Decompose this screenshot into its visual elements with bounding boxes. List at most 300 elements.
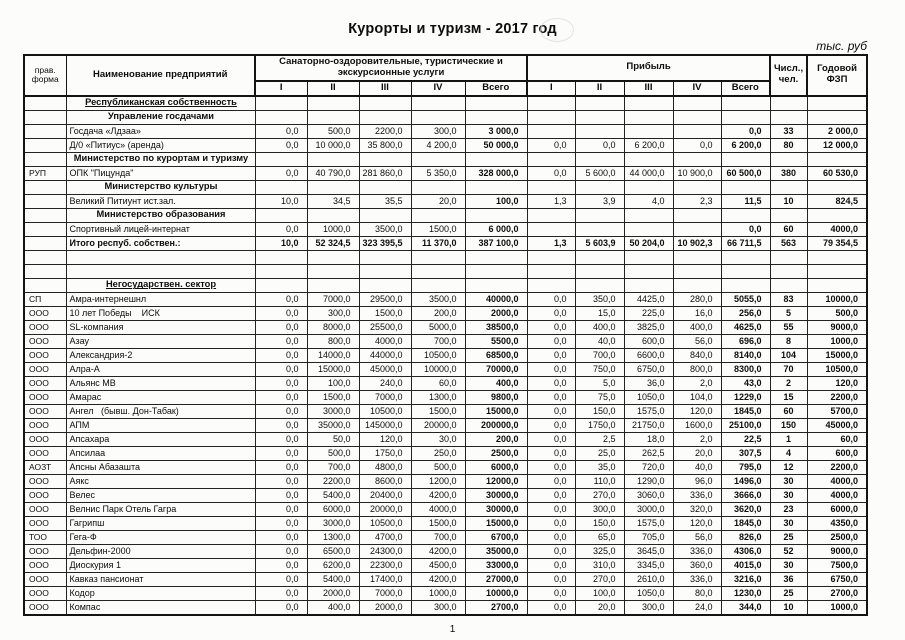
value-cell: 10500,0 — [359, 516, 411, 530]
legal-form-cell — [24, 250, 66, 264]
value-cell: 0,0 — [527, 488, 575, 502]
value-cell: 4700,0 — [359, 530, 411, 544]
col-header-headcount: Числ., чел. — [770, 55, 807, 96]
value-cell — [624, 250, 673, 264]
value-cell: 1 — [770, 432, 807, 446]
value-cell — [721, 152, 770, 166]
value-cell: 0,0 — [255, 474, 307, 488]
value-cell: 262,5 — [624, 446, 673, 460]
value-cell — [624, 124, 673, 138]
enterprise-name-cell: 10 лет Победы ИСК — [66, 306, 255, 320]
enterprise-name-cell — [66, 250, 255, 264]
value-cell — [255, 110, 307, 124]
enterprise-name-cell: АПМ — [66, 418, 255, 432]
enterprise-name-cell: Амра-интернешнл — [66, 292, 255, 306]
value-cell: 0,0 — [673, 138, 721, 152]
value-cell: 5500,0 — [465, 334, 527, 348]
value-cell: 300,0 — [307, 306, 359, 320]
value-cell: 4200,0 — [411, 488, 465, 502]
value-cell: 70 — [770, 362, 807, 376]
value-cell — [807, 250, 867, 264]
value-cell: 6750,0 — [624, 362, 673, 376]
value-cell — [575, 180, 624, 194]
value-cell — [465, 96, 527, 111]
value-cell: 2200,0 — [807, 460, 867, 474]
value-cell: 0,0 — [255, 292, 307, 306]
legal-form-cell: ООО — [24, 334, 66, 348]
legal-form-cell — [24, 152, 66, 166]
value-cell: 0,0 — [255, 222, 307, 236]
enterprise-name-cell: Апсахара — [66, 432, 255, 446]
value-cell: 34,5 — [307, 194, 359, 208]
value-cell: 0,0 — [527, 292, 575, 306]
value-cell: 310,0 — [575, 558, 624, 572]
value-cell: 4000,0 — [807, 474, 867, 488]
value-cell — [255, 152, 307, 166]
value-cell — [673, 152, 721, 166]
value-cell: 0,0 — [527, 404, 575, 418]
value-cell: 0,0 — [527, 502, 575, 516]
value-cell: 0,0 — [527, 320, 575, 334]
value-cell: 300,0 — [411, 600, 465, 615]
value-cell: 0,0 — [527, 166, 575, 180]
group-header-profit: Прибыль — [527, 55, 770, 81]
value-cell — [721, 278, 770, 292]
value-cell: 10,0 — [255, 236, 307, 250]
value-cell — [527, 250, 575, 264]
value-cell: 350,0 — [575, 292, 624, 306]
value-cell: 24300,0 — [359, 544, 411, 558]
value-cell — [527, 180, 575, 194]
value-cell: 4625,0 — [721, 320, 770, 334]
value-cell: 10 — [770, 194, 807, 208]
table-row — [24, 166, 867, 180]
value-cell — [807, 208, 867, 222]
value-cell: 15000,0 — [465, 404, 527, 418]
value-cell: 0,0 — [721, 222, 770, 236]
value-cell: 0,0 — [255, 572, 307, 586]
legal-form-cell: ООО — [24, 488, 66, 502]
value-cell: 4500,0 — [411, 558, 465, 572]
value-cell: 700,0 — [307, 460, 359, 474]
value-cell: 0,0 — [527, 334, 575, 348]
table-row — [24, 502, 867, 516]
value-cell: 5400,0 — [307, 572, 359, 586]
value-cell: 6600,0 — [624, 348, 673, 362]
enterprise-name-cell: Кодор — [66, 586, 255, 600]
value-cell: 150 — [770, 418, 807, 432]
value-cell: 1300,0 — [411, 390, 465, 404]
enterprise-name-cell: Дельфин-2000 — [66, 544, 255, 558]
table-row — [24, 376, 867, 390]
value-cell: 2000,0 — [465, 306, 527, 320]
value-cell — [527, 208, 575, 222]
table-row — [24, 124, 867, 138]
legal-form-cell: ООО — [24, 320, 66, 334]
enterprise-name-cell: Апсны Абазашта — [66, 460, 255, 474]
enterprise-name-cell: Госдача «Лдзаа» — [66, 124, 255, 138]
value-cell: 68500,0 — [465, 348, 527, 362]
value-cell: 840,0 — [673, 348, 721, 362]
value-cell: 6000,0 — [465, 460, 527, 474]
value-cell — [575, 110, 624, 124]
value-cell: 696,0 — [721, 334, 770, 348]
value-cell: 80,0 — [673, 586, 721, 600]
value-cell: 5000,0 — [411, 320, 465, 334]
enterprise-name-cell: Министерство по курортам и туризму — [66, 152, 255, 166]
value-cell: 10500,0 — [359, 404, 411, 418]
period-col-header: III — [359, 81, 411, 96]
value-cell: 0,0 — [527, 460, 575, 474]
value-cell — [527, 278, 575, 292]
value-cell — [770, 152, 807, 166]
value-cell: 400,0 — [673, 320, 721, 334]
table-row — [24, 488, 867, 502]
legal-form-cell: ООО — [24, 516, 66, 530]
value-cell: 0,0 — [255, 348, 307, 362]
col-header-enterprise: Наименование предприятий — [66, 55, 255, 96]
value-cell: 0,0 — [255, 362, 307, 376]
value-cell: 22,5 — [721, 432, 770, 446]
value-cell — [575, 222, 624, 236]
legal-form-cell: ООО — [24, 404, 66, 418]
enterprise-name-cell: Кавказ пансионат — [66, 572, 255, 586]
value-cell: 4000,0 — [411, 502, 465, 516]
value-cell: 1000,0 — [807, 334, 867, 348]
value-cell — [255, 180, 307, 194]
value-cell — [770, 110, 807, 124]
value-cell: 7500,0 — [807, 558, 867, 572]
value-cell — [465, 264, 527, 278]
value-cell: 2500,0 — [807, 530, 867, 544]
value-cell: 4000,0 — [807, 222, 867, 236]
value-cell — [465, 152, 527, 166]
value-cell: 2,5 — [575, 432, 624, 446]
enterprise-name-cell: Азау — [66, 334, 255, 348]
value-cell — [575, 250, 624, 264]
value-cell: 60 — [770, 222, 807, 236]
value-cell — [807, 110, 867, 124]
value-cell: 75,0 — [575, 390, 624, 404]
value-cell — [307, 278, 359, 292]
value-cell: 35,0 — [575, 460, 624, 474]
value-cell: 15000,0 — [465, 516, 527, 530]
value-cell: 750,0 — [575, 362, 624, 376]
value-cell: 4000,0 — [359, 334, 411, 348]
value-cell: 43,0 — [721, 376, 770, 390]
value-cell — [411, 278, 465, 292]
value-cell — [807, 278, 867, 292]
value-cell: 33000,0 — [465, 558, 527, 572]
value-cell: 104,0 — [673, 390, 721, 404]
value-cell: 563 — [770, 236, 807, 250]
value-cell: 240,0 — [359, 376, 411, 390]
value-cell: 0,0 — [527, 530, 575, 544]
legal-form-cell — [24, 208, 66, 222]
legal-form-cell: ООО — [24, 544, 66, 558]
value-cell: 5,0 — [575, 376, 624, 390]
table-row — [24, 446, 867, 460]
legal-form-cell: ООО — [24, 502, 66, 516]
value-cell: 0,0 — [255, 138, 307, 152]
value-cell — [359, 208, 411, 222]
value-cell: 35 800,0 — [359, 138, 411, 152]
value-cell: 45000,0 — [807, 418, 867, 432]
value-cell: 400,0 — [575, 320, 624, 334]
value-cell: 9000,0 — [807, 544, 867, 558]
value-cell — [255, 250, 307, 264]
enterprise-name-cell: Итого респуб. собствен.: — [66, 236, 255, 250]
value-cell: 3000,0 — [624, 502, 673, 516]
value-cell — [465, 180, 527, 194]
value-cell: 336,0 — [673, 544, 721, 558]
value-cell — [411, 250, 465, 264]
resorts-tourism-table — [23, 54, 868, 616]
value-cell: 2700,0 — [807, 586, 867, 600]
value-cell: 5 603,9 — [575, 236, 624, 250]
legal-form-cell: АОЗТ — [24, 460, 66, 474]
value-cell: 40000,0 — [465, 292, 527, 306]
value-cell: 150,0 — [575, 404, 624, 418]
value-cell — [255, 96, 307, 111]
value-cell: 40,0 — [575, 334, 624, 348]
value-cell: 700,0 — [411, 530, 465, 544]
value-cell — [527, 222, 575, 236]
value-cell — [307, 264, 359, 278]
value-cell: 3825,0 — [624, 320, 673, 334]
value-cell: 4306,0 — [721, 544, 770, 558]
value-cell: 5 — [770, 306, 807, 320]
value-cell — [770, 278, 807, 292]
table-row — [24, 474, 867, 488]
value-cell — [673, 96, 721, 111]
period-col-header: IV — [411, 81, 465, 96]
value-cell: 2500,0 — [465, 446, 527, 460]
value-cell: 7000,0 — [359, 390, 411, 404]
value-cell: 0,0 — [255, 502, 307, 516]
value-cell: 0,0 — [527, 376, 575, 390]
value-cell: 200,0 — [411, 306, 465, 320]
value-cell: 6500,0 — [307, 544, 359, 558]
table-row — [24, 558, 867, 572]
value-cell: 344,0 — [721, 600, 770, 615]
value-cell — [770, 180, 807, 194]
value-cell: 3620,0 — [721, 502, 770, 516]
value-cell — [575, 278, 624, 292]
value-cell: 8600,0 — [359, 474, 411, 488]
value-cell: 800,0 — [307, 334, 359, 348]
value-cell — [770, 96, 807, 111]
value-cell: 38500,0 — [465, 320, 527, 334]
value-cell: 0,0 — [527, 572, 575, 586]
period-col-header: Всего — [465, 81, 527, 96]
value-cell: 826,0 — [721, 530, 770, 544]
value-cell: 44000,0 — [359, 348, 411, 362]
value-cell: 56,0 — [673, 334, 721, 348]
value-cell: 1845,0 — [721, 404, 770, 418]
value-cell: 4350,0 — [807, 516, 867, 530]
enterprise-name-cell: Министерство образования — [66, 208, 255, 222]
value-cell: 0,0 — [255, 432, 307, 446]
value-cell: 0,0 — [255, 306, 307, 320]
value-cell: 30 — [770, 474, 807, 488]
enterprise-name-cell: Альянс МВ — [66, 376, 255, 390]
value-cell: 8000,0 — [307, 320, 359, 334]
value-cell: 0,0 — [255, 530, 307, 544]
value-cell: 500,0 — [307, 446, 359, 460]
value-cell: 12 000,0 — [807, 138, 867, 152]
value-cell: 3216,0 — [721, 572, 770, 586]
value-cell: 250,0 — [411, 446, 465, 460]
table-row — [24, 404, 867, 418]
value-cell: 6700,0 — [465, 530, 527, 544]
value-cell: 1290,0 — [624, 474, 673, 488]
value-cell: 0,0 — [527, 586, 575, 600]
value-cell: 3000,0 — [307, 404, 359, 418]
value-cell — [807, 152, 867, 166]
value-cell: 0,0 — [527, 390, 575, 404]
value-cell: 79 354,5 — [807, 236, 867, 250]
value-cell: 23 — [770, 502, 807, 516]
value-cell: 40,0 — [673, 460, 721, 474]
value-cell: 328 000,0 — [465, 166, 527, 180]
legal-form-cell — [24, 236, 66, 250]
value-cell — [624, 264, 673, 278]
value-cell: 200,0 — [465, 432, 527, 446]
table-row — [24, 586, 867, 600]
value-cell — [527, 124, 575, 138]
value-cell: 600,0 — [624, 334, 673, 348]
value-cell: 30000,0 — [465, 502, 527, 516]
units-note: тыс. руб — [816, 39, 867, 53]
section-row — [24, 110, 867, 124]
value-cell — [465, 278, 527, 292]
enterprise-name-cell: Д/0 «Питиус» (аренда) — [66, 138, 255, 152]
value-cell: 270,0 — [575, 488, 624, 502]
value-cell — [307, 152, 359, 166]
enterprise-name-cell: Аякс — [66, 474, 255, 488]
value-cell: 0,0 — [255, 586, 307, 600]
value-cell — [721, 110, 770, 124]
value-cell: 1000,0 — [807, 600, 867, 615]
value-cell: 2200,0 — [359, 124, 411, 138]
value-cell — [359, 96, 411, 111]
value-cell: 83 — [770, 292, 807, 306]
table-row — [24, 390, 867, 404]
legal-form-cell: ТОО — [24, 530, 66, 544]
value-cell — [624, 180, 673, 194]
value-cell: 52 324,5 — [307, 236, 359, 250]
table-row — [24, 600, 867, 615]
value-cell: 8140,0 — [721, 348, 770, 362]
col-header-legal-form: прав. форма — [24, 55, 66, 96]
value-cell — [624, 278, 673, 292]
value-cell: 1050,0 — [624, 390, 673, 404]
value-cell: 10 902,3 — [673, 236, 721, 250]
value-cell — [307, 180, 359, 194]
value-cell: 300,0 — [624, 600, 673, 615]
value-cell: 4 200,0 — [411, 138, 465, 152]
legal-form-cell: ООО — [24, 572, 66, 586]
legal-form-cell: РУП — [24, 166, 66, 180]
value-cell — [575, 264, 624, 278]
value-cell: 30 — [770, 516, 807, 530]
value-cell: 20000,0 — [359, 502, 411, 516]
value-cell: 1500,0 — [411, 516, 465, 530]
value-cell: 44 000,0 — [624, 166, 673, 180]
value-cell: 5 350,0 — [411, 166, 465, 180]
value-cell: 30,0 — [411, 432, 465, 446]
value-cell: 25500,0 — [359, 320, 411, 334]
value-cell: 6 200,0 — [721, 138, 770, 152]
value-cell: 0,0 — [255, 320, 307, 334]
value-cell — [807, 96, 867, 111]
value-cell: 336,0 — [673, 572, 721, 586]
value-cell: 50 204,0 — [624, 236, 673, 250]
value-cell: 0,0 — [255, 334, 307, 348]
legal-form-cell — [24, 222, 66, 236]
value-cell — [673, 264, 721, 278]
value-cell — [721, 264, 770, 278]
legal-form-cell: ООО — [24, 348, 66, 362]
value-cell: 21750,0 — [624, 418, 673, 432]
value-cell: 60,0 — [411, 376, 465, 390]
value-cell — [673, 250, 721, 264]
period-col-header: II — [575, 81, 624, 96]
value-cell: 280,0 — [673, 292, 721, 306]
value-cell: 1050,0 — [624, 586, 673, 600]
value-cell: 300,0 — [411, 124, 465, 138]
value-cell: 500,0 — [307, 124, 359, 138]
table-row — [24, 516, 867, 530]
table-row — [24, 432, 867, 446]
value-cell: 12000,0 — [465, 474, 527, 488]
value-cell: 2610,0 — [624, 572, 673, 586]
value-cell: 0,0 — [255, 404, 307, 418]
value-cell — [307, 250, 359, 264]
value-cell: 2200,0 — [807, 390, 867, 404]
value-cell: 0,0 — [527, 362, 575, 376]
value-cell — [255, 264, 307, 278]
value-cell — [411, 208, 465, 222]
period-col-header: IV — [673, 81, 721, 96]
value-cell: 35,5 — [359, 194, 411, 208]
legal-form-cell: ООО — [24, 446, 66, 460]
value-cell — [575, 124, 624, 138]
value-cell: 1,3 — [527, 194, 575, 208]
value-cell: 30000,0 — [465, 488, 527, 502]
value-cell — [359, 152, 411, 166]
value-cell: 1230,0 — [721, 586, 770, 600]
value-cell: 2 000,0 — [807, 124, 867, 138]
value-cell: 8300,0 — [721, 362, 770, 376]
value-cell — [465, 250, 527, 264]
value-cell: 120,0 — [673, 516, 721, 530]
value-cell: 5055,0 — [721, 292, 770, 306]
value-cell: 0,0 — [527, 306, 575, 320]
value-cell — [721, 208, 770, 222]
value-cell: 80 — [770, 138, 807, 152]
value-cell — [721, 96, 770, 111]
value-cell: 100,0 — [307, 376, 359, 390]
value-cell — [624, 96, 673, 111]
value-cell: 3645,0 — [624, 544, 673, 558]
value-cell: 380 — [770, 166, 807, 180]
legal-form-cell: ООО — [24, 362, 66, 376]
enterprise-name-cell: Велес — [66, 488, 255, 502]
value-cell: 2200,0 — [307, 474, 359, 488]
value-cell: 323 395,5 — [359, 236, 411, 250]
